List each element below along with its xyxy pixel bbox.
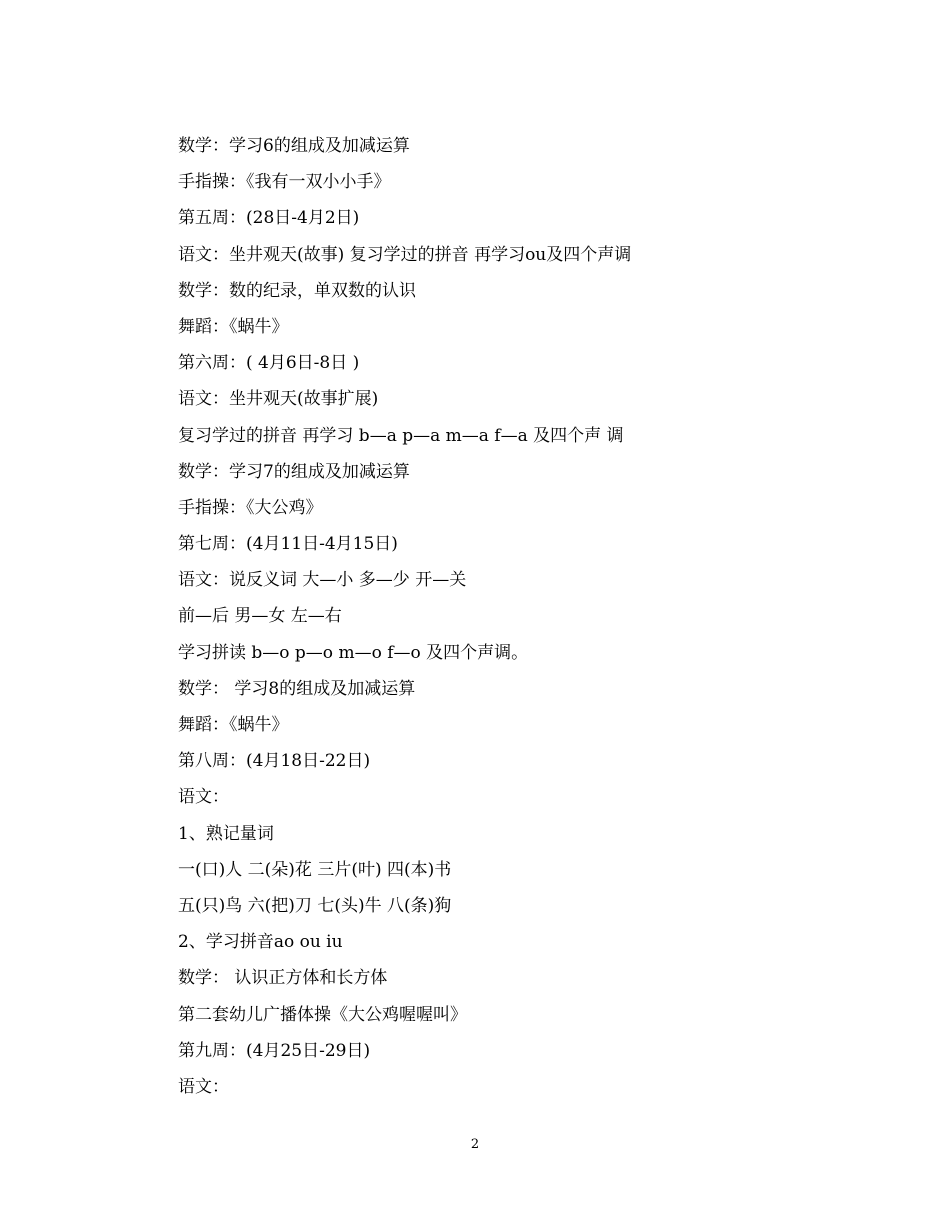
text-line: 舞蹈：《蜗牛》: [178, 316, 289, 337]
text-line: 一(口)人 二(朵)花 三片(叶) 四(本)书: [178, 859, 452, 880]
week-heading: 第九周：(4月25日-29日): [178, 1040, 371, 1061]
text-line: 数学：数的纪录，单双数的认识: [178, 280, 416, 301]
text-line: 手指操：《我有一双小小手》: [178, 172, 391, 193]
week-heading: 第七周：(4月11日-4月15日): [178, 534, 398, 555]
text-line: 舞蹈：《蜗牛》: [178, 715, 289, 735]
text-line: 2、学习拼音ao ou iu: [178, 932, 343, 953]
text-line: 数学：学习7的组成及加减运算: [178, 461, 410, 482]
text-line: 语文：说反义词 大—小 多—少 开—关: [178, 570, 467, 591]
text-line: 五(只)鸟 六(把)刀 七(头)牛 八(条)狗: [178, 895, 452, 916]
week-heading: 第八周：(4月18日-22日): [178, 751, 371, 772]
text-line: 数学： 学习8的组成及加减运算: [178, 678, 416, 699]
week-heading: 第五周：(28日-4月2日): [178, 208, 360, 229]
week-heading: 第六周：( 4月6日-8日 ): [178, 353, 360, 374]
text-line: 复习学过的拼音 再学习 b—a p—a m—a f—a 及四个声 调: [178, 425, 624, 446]
text-line: 语文：: [178, 787, 229, 808]
text-line: 数学：学习6的组成及加减运算: [178, 136, 410, 156]
text-line: 手指操：《大公鸡》: [178, 497, 323, 518]
text-line: 数学： 认识正方体和长方体: [178, 968, 388, 989]
text-line: 前—后 男—女 左—右: [178, 606, 342, 627]
text-line: 学习拼读 b—o p—o m—o f—o 及四个声调。: [178, 642, 529, 663]
text-line: 第二套幼儿广播体操《大公鸡喔喔叫》: [178, 1004, 467, 1025]
page-number: 2: [470, 1137, 480, 1152]
text-line: 1、熟记量词: [178, 823, 274, 844]
document-body: [178, 128, 878, 1105]
text-line: 语文：坐井观天(故事扩展): [178, 389, 379, 410]
text-line: 语文：坐井观天(故事) 复习学过的拼音 再学习ou及四个声调: [178, 244, 632, 265]
text-line: 语文：: [178, 1076, 229, 1097]
